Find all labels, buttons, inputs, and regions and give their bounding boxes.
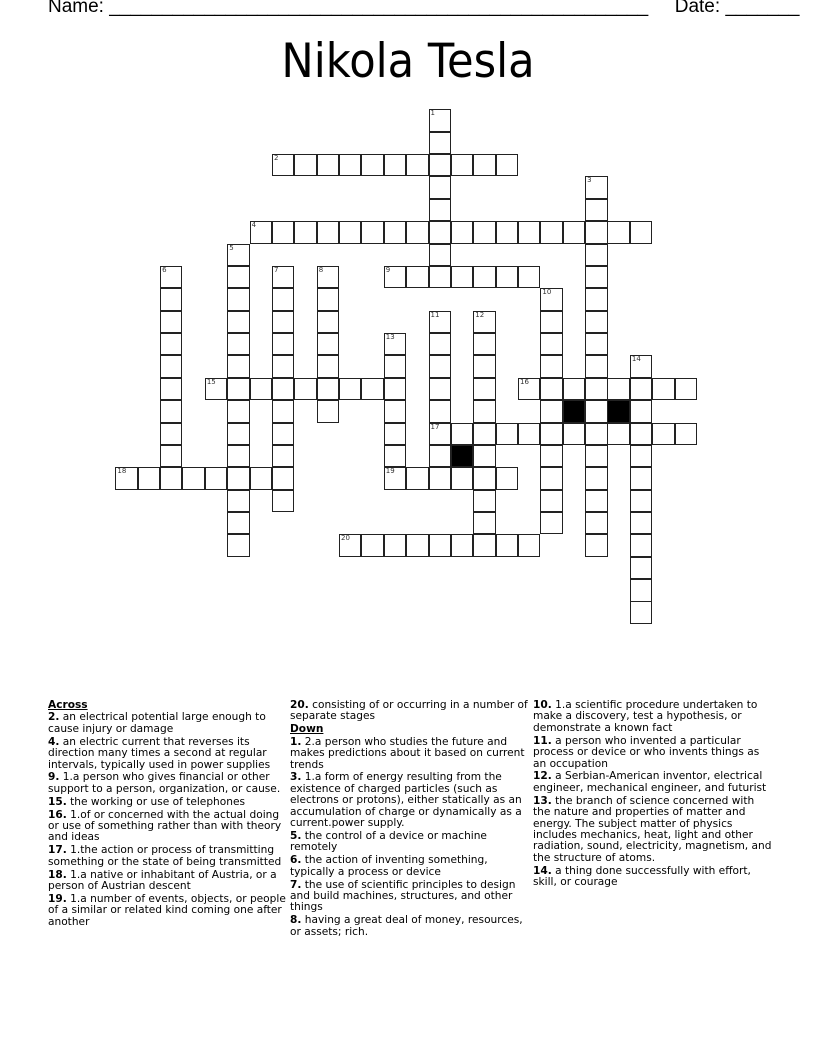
grid-cell[interactable] <box>540 311 562 333</box>
grid-cell[interactable] <box>272 333 294 355</box>
grid-cell[interactable] <box>585 512 607 534</box>
grid-cell[interactable] <box>451 266 473 288</box>
grid-cell[interactable] <box>630 512 652 534</box>
grid-cell[interactable] <box>160 311 182 333</box>
clue-across-17: 17. 1.the action or process of transmitting something or the state of being transmitted <box>48 844 282 868</box>
grid-cell[interactable] <box>473 378 495 400</box>
grid-cell[interactable] <box>160 445 182 467</box>
black-cell <box>563 400 585 422</box>
grid-cell[interactable] <box>429 221 451 243</box>
grid-cell[interactable] <box>339 534 361 556</box>
grid-cell[interactable] <box>540 378 562 400</box>
grid-cell[interactable] <box>160 400 182 422</box>
grid-cell[interactable] <box>473 490 495 512</box>
clue-number: 8 <box>318 265 324 274</box>
grid-cell[interactable] <box>585 355 607 377</box>
page-title: Nikola Tesla <box>281 34 535 89</box>
grid-cell[interactable] <box>205 378 227 400</box>
grid-cell[interactable] <box>630 400 652 422</box>
grid-cell[interactable] <box>630 579 652 601</box>
grid-cell[interactable] <box>585 311 607 333</box>
grid-cell[interactable] <box>294 221 316 243</box>
grid-cell[interactable] <box>496 221 518 243</box>
grid-cell[interactable] <box>227 355 249 377</box>
clue-number: 1 <box>430 109 435 118</box>
grid-cell[interactable] <box>607 221 629 243</box>
clue-number: 4 <box>251 221 257 230</box>
grid-cell[interactable] <box>630 557 652 579</box>
clue-down-1: 1. 2.a person who studies the future and makes predictions about it based on current trends <box>290 735 525 771</box>
grid-cell[interactable] <box>652 378 674 400</box>
clue-number: 16 <box>520 377 529 386</box>
grid-cell[interactable] <box>384 423 406 445</box>
grid-cell[interactable] <box>496 534 518 556</box>
grid-cell[interactable] <box>317 221 339 243</box>
grid-cell[interactable] <box>272 355 294 377</box>
clue-number: 14 <box>631 355 641 364</box>
grid-cell[interactable] <box>675 423 697 445</box>
grid-cell[interactable] <box>429 154 451 176</box>
header <box>48 0 799 18</box>
grid-cell[interactable] <box>227 445 249 467</box>
grid-cell[interactable] <box>361 221 383 243</box>
grid-cell[interactable] <box>585 333 607 355</box>
grid-cell[interactable] <box>384 266 406 288</box>
clue-down-3: 3. 1.a form of energy resulting from the existence of charged particles (such as electrons or protons), either statically as an accumulation of charge or dynamically as a current.power supply. <box>290 771 522 830</box>
grid-cell[interactable] <box>540 423 562 445</box>
grid-cell[interactable] <box>227 400 249 422</box>
clue-down-11: 11. a person who invented a particular process or device or who invents things as an occupation <box>533 734 760 770</box>
grid-cell[interactable] <box>317 355 339 377</box>
grid-cell[interactable] <box>272 221 294 243</box>
grid-cell[interactable] <box>272 400 294 422</box>
clue-number: 15 <box>206 377 216 386</box>
grid-cell[interactable] <box>160 467 182 489</box>
grid-cell[interactable] <box>473 534 495 556</box>
grid-cell[interactable] <box>496 467 518 489</box>
grid-cell[interactable] <box>630 423 652 445</box>
grid-cell[interactable] <box>361 534 383 556</box>
grid-cell[interactable] <box>451 221 473 243</box>
grid-cell[interactable] <box>227 534 249 556</box>
grid-cell[interactable] <box>384 400 406 422</box>
grid-cell[interactable] <box>406 221 428 243</box>
clue-across-18: 18. 1.a native or inhabitant of Austria, or a person of Austrian descent <box>48 868 277 893</box>
grid-cell[interactable] <box>160 355 182 377</box>
grid-cell[interactable] <box>160 288 182 310</box>
grid-cell[interactable] <box>585 400 607 422</box>
grid-cell[interactable] <box>630 490 652 512</box>
grid-cell[interactable] <box>384 378 406 400</box>
grid-cell[interactable] <box>496 154 518 176</box>
grid-cell[interactable] <box>250 467 272 489</box>
grid-cell[interactable] <box>630 221 652 243</box>
grid-cell[interactable] <box>227 311 249 333</box>
grid-cell[interactable] <box>272 378 294 400</box>
grid-cell[interactable] <box>317 333 339 355</box>
grid-cell[interactable] <box>406 534 428 556</box>
grid-cell[interactable] <box>429 109 451 131</box>
clue-across-2: 2. an electrical potential large enough to cause injury or damage <box>48 711 266 735</box>
grid-cell[interactable] <box>585 490 607 512</box>
clue-number: 18 <box>117 467 127 476</box>
grid-cell[interactable] <box>473 355 495 377</box>
clue-down-14: 14. a thing done successfully with effort, skill, or courage <box>533 864 751 889</box>
clue-number: 13 <box>385 333 395 342</box>
down-heading: Down <box>290 723 324 736</box>
grid-cell[interactable] <box>227 266 249 288</box>
clue-number: 20 <box>341 534 350 543</box>
grid-cell[interactable] <box>473 445 495 467</box>
grid-cell[interactable] <box>339 154 361 176</box>
grid-cell[interactable] <box>384 534 406 556</box>
clue-number: 6 <box>162 265 167 274</box>
grid-cell[interactable] <box>630 601 652 623</box>
grid-cell[interactable] <box>115 467 137 489</box>
grid-cell[interactable] <box>317 154 339 176</box>
grid-cell[interactable] <box>630 467 652 489</box>
grid-cell[interactable] <box>227 378 249 400</box>
grid-cell[interactable] <box>317 311 339 333</box>
grid-cell[interactable] <box>384 154 406 176</box>
grid-cell[interactable] <box>563 221 585 243</box>
clues-column-3 <box>533 700 773 890</box>
grid-cell[interactable] <box>406 266 428 288</box>
grid-cell[interactable] <box>429 244 451 266</box>
grid-cell[interactable] <box>227 333 249 355</box>
grid-cell[interactable] <box>429 400 451 422</box>
grid-cell[interactable] <box>585 378 607 400</box>
grid-cell[interactable] <box>585 199 607 221</box>
grid-cell[interactable] <box>473 423 495 445</box>
grid-cell[interactable] <box>540 445 562 467</box>
name-label: Name: <box>48 0 104 17</box>
grid-cell[interactable] <box>429 176 451 198</box>
grid-cell[interactable] <box>339 378 361 400</box>
grid-cell[interactable] <box>563 378 585 400</box>
grid-cell[interactable] <box>317 378 339 400</box>
grid-cell[interactable] <box>384 445 406 467</box>
grid-cell[interactable] <box>630 445 652 467</box>
grid-cell[interactable] <box>406 467 428 489</box>
name-field[interactable]: ___________________________________________________ <box>109 0 649 17</box>
grid-cell[interactable] <box>518 423 540 445</box>
grid-cell[interactable] <box>429 534 451 556</box>
grid-cell[interactable] <box>227 244 249 266</box>
grid-cell[interactable] <box>272 311 294 333</box>
grid-cell[interactable] <box>585 423 607 445</box>
grid-cell[interactable] <box>294 154 316 176</box>
across-heading: Across <box>48 699 88 711</box>
grid-cell[interactable] <box>429 333 451 355</box>
clues-column-2 <box>290 700 528 940</box>
grid-cell[interactable] <box>272 490 294 512</box>
grid-cell[interactable] <box>227 423 249 445</box>
black-cell <box>607 400 629 422</box>
grid-cell[interactable] <box>585 445 607 467</box>
grid-cell[interactable] <box>406 154 428 176</box>
clue-down-13: 13. the branch of science concerned with the nature and properties of matter and energy. The subject matter of physics includes mechanics, heat, light and other radiation, sound, electricity, magnetism, and the structure of atoms. <box>533 794 772 864</box>
clue-number: 19 <box>385 467 395 476</box>
clues-column-1 <box>48 700 288 930</box>
grid-cell[interactable] <box>585 221 607 243</box>
clue-down-6: 6. the action of inventing something, typically a process or device <box>290 854 488 878</box>
grid-cell[interactable] <box>272 445 294 467</box>
grid-cell[interactable] <box>160 266 182 288</box>
grid-cell[interactable] <box>496 266 518 288</box>
grid-cell[interactable] <box>339 221 361 243</box>
grid-cell[interactable] <box>138 467 160 489</box>
grid-cell[interactable] <box>361 378 383 400</box>
grid-cell[interactable] <box>384 467 406 489</box>
grid-cell[interactable] <box>630 534 652 556</box>
grid-cell[interactable] <box>540 221 562 243</box>
grid-cell[interactable] <box>518 378 540 400</box>
grid-cell[interactable] <box>473 467 495 489</box>
clue-number: 2 <box>273 154 279 163</box>
grid-cell[interactable] <box>227 490 249 512</box>
grid-cell[interactable] <box>540 333 562 355</box>
grid-cell[interactable] <box>607 423 629 445</box>
grid-cell[interactable] <box>630 355 652 377</box>
grid-cell[interactable] <box>473 154 495 176</box>
grid-cell[interactable] <box>160 333 182 355</box>
grid-cell[interactable] <box>160 378 182 400</box>
clue-number: 7 <box>273 265 279 274</box>
grid-cell[interactable] <box>607 378 629 400</box>
grid-cell[interactable] <box>317 266 339 288</box>
grid-cell[interactable] <box>451 534 473 556</box>
grid-cell[interactable] <box>429 355 451 377</box>
clue-across-19: 19. 1.a number of events, objects, or people of a similar or related kind coming one after another <box>48 893 286 928</box>
grid-cell[interactable] <box>429 423 451 445</box>
crossword-grid <box>116 110 716 630</box>
grid-cell[interactable] <box>585 244 607 266</box>
grid-cell[interactable] <box>473 266 495 288</box>
grid-cell[interactable] <box>317 400 339 422</box>
grid-cell[interactable] <box>540 288 562 310</box>
clue-down-12: 12. a Serbian-American inventor, electrical engineer, mechanical engineer, and futurist <box>533 770 767 794</box>
grid-cell[interactable] <box>473 512 495 534</box>
grid-cell[interactable] <box>429 445 451 467</box>
grid-cell[interactable] <box>585 176 607 198</box>
grid-cell[interactable] <box>540 355 562 377</box>
black-cell <box>451 445 473 467</box>
clue-across-20: 20. consisting of or occurring in a number of separate stages <box>290 699 528 723</box>
clue-across-16: 16. 1.of or concerned with the actual doing or use of something rather than with theory and ideas <box>48 808 282 844</box>
grid-cell[interactable] <box>451 154 473 176</box>
grid-cell[interactable] <box>250 378 272 400</box>
grid-cell[interactable] <box>384 355 406 377</box>
grid-cell[interactable] <box>272 288 294 310</box>
grid-cell[interactable] <box>272 154 294 176</box>
clue-across-4: 4. an electric current that reverses its direction many times a second at regular intervals, typically used in power supplies <box>48 735 271 771</box>
grid-cell[interactable] <box>585 534 607 556</box>
grid-cell[interactable] <box>585 266 607 288</box>
grid-cell[interactable] <box>429 378 451 400</box>
grid-cell[interactable] <box>585 467 607 489</box>
grid-cell[interactable] <box>272 467 294 489</box>
clue-number: 17 <box>430 422 440 431</box>
grid-cell[interactable] <box>317 288 339 310</box>
grid-cell[interactable] <box>384 221 406 243</box>
clue-number: 3 <box>587 176 592 185</box>
grid-cell[interactable] <box>451 467 473 489</box>
grid-cell[interactable] <box>563 423 585 445</box>
grid-cell[interactable] <box>496 423 518 445</box>
grid-cell[interactable] <box>473 221 495 243</box>
grid-cell[interactable] <box>518 534 540 556</box>
grid-cell[interactable] <box>272 423 294 445</box>
grid-cell[interactable] <box>652 423 674 445</box>
clue-down-7: 7. the use of scientific principles to design and build machines, structures, and other things <box>290 878 516 914</box>
clue-number: 11 <box>430 310 440 319</box>
clue-number: 9 <box>385 265 391 274</box>
grid-cell[interactable] <box>272 266 294 288</box>
grid-cell[interactable] <box>540 400 562 422</box>
grid-cell[interactable] <box>429 199 451 221</box>
grid-cell[interactable] <box>429 467 451 489</box>
date-label: Date: <box>674 0 721 17</box>
grid-cell[interactable] <box>384 333 406 355</box>
grid-cell[interactable] <box>451 423 473 445</box>
grid-cell[interactable] <box>630 378 652 400</box>
clue-number: 10 <box>542 288 552 297</box>
grid-cell[interactable] <box>294 378 316 400</box>
grid-cell[interactable] <box>227 288 249 310</box>
grid-cell[interactable] <box>540 512 562 534</box>
grid-cell[interactable] <box>473 311 495 333</box>
grid-cell[interactable] <box>585 288 607 310</box>
grid-cell[interactable] <box>540 467 562 489</box>
clue-across-9: 9. 1.a person who gives financial or other support to a person, organization, or cause. <box>48 771 281 795</box>
grid-cell[interactable] <box>361 154 383 176</box>
grid-cell[interactable] <box>518 221 540 243</box>
grid-cell[interactable] <box>182 467 204 489</box>
grid-cell[interactable] <box>518 266 540 288</box>
grid-cell[interactable] <box>473 333 495 355</box>
grid-cell[interactable] <box>473 400 495 422</box>
date-field[interactable]: _______ <box>725 0 800 17</box>
clue-down-10: 10. 1.a scientific procedure undertaken to make a discovery, test a hypothesis, or demonstrate a known fact <box>533 699 758 734</box>
clue-down-5: 5. the control of a device or machine remotely <box>290 829 487 854</box>
clue-number: 12 <box>475 310 485 319</box>
grid-cell[interactable] <box>429 266 451 288</box>
grid-cell[interactable] <box>160 423 182 445</box>
clue-down-8: 8. having a great deal of money, resources, or assets; rich. <box>290 914 523 938</box>
grid-cell[interactable] <box>227 512 249 534</box>
clue-across-15: 15. the working or use of telephones <box>48 795 245 808</box>
grid-cell[interactable] <box>675 378 697 400</box>
grid-cell[interactable] <box>429 132 451 154</box>
grid-cell[interactable] <box>429 311 451 333</box>
grid-cell[interactable] <box>205 467 227 489</box>
grid-cell[interactable] <box>250 221 272 243</box>
grid-cell[interactable] <box>227 467 249 489</box>
clue-number: 5 <box>229 243 234 252</box>
grid-cell[interactable] <box>540 490 562 512</box>
